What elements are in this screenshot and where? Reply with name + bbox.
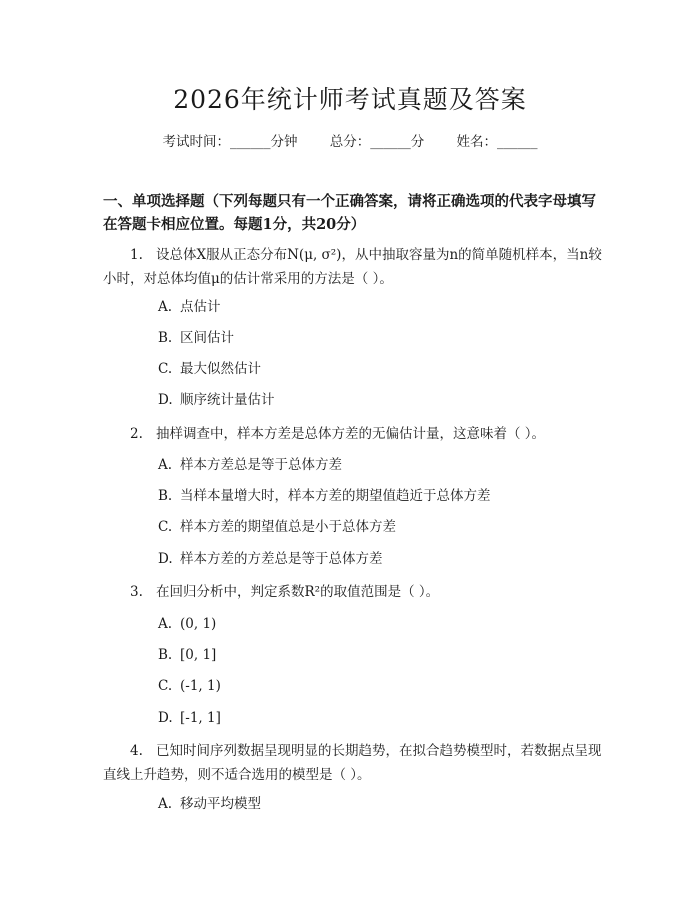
page-title: 2026年统计师考试真题及答案 xyxy=(173,85,527,114)
option-letter: A. xyxy=(158,616,173,632)
time-label: 考试时间： xyxy=(162,134,230,150)
question-2-option-c xyxy=(158,517,396,537)
total-score-field xyxy=(330,134,429,150)
score-blank: ______ xyxy=(370,134,411,150)
option-text: 移动平均模型 xyxy=(180,796,261,812)
option-text: 区间估计 xyxy=(180,330,234,346)
question-2-option-b xyxy=(158,486,491,506)
option-text: (-1, 1) xyxy=(180,678,221,694)
score-label: 总分： xyxy=(329,134,371,150)
question-number: 3. xyxy=(130,584,143,600)
question-1 xyxy=(103,243,603,291)
section-heading: 一、单项选择题（下列每题只有一个正确答案，请将正确选项的代表字母填写在答题卡相应位置。每题1分，共20分） xyxy=(103,193,596,233)
question-1-option-a xyxy=(158,297,221,317)
option-text: 样本方差总是等于总体方差 xyxy=(180,457,342,473)
option-letter: A. xyxy=(158,796,173,812)
question-1-option-c xyxy=(158,359,261,379)
option-letter: C. xyxy=(158,678,173,694)
time-unit: 分钟 xyxy=(270,134,298,150)
question-1-option-d xyxy=(158,390,275,410)
question-number: 1. xyxy=(130,247,143,263)
question-2-option-d xyxy=(158,549,383,569)
time-blank: ______ xyxy=(229,134,271,150)
question-3 xyxy=(103,580,603,604)
exam-time-field xyxy=(162,134,301,150)
question-3-option-b xyxy=(158,645,216,665)
question-4 xyxy=(103,739,603,787)
question-text: 在回归分析中，判定系数R²的取值范围是（ ）。 xyxy=(156,584,440,600)
question-3-option-c xyxy=(158,676,221,696)
question-text: 已知时间序列数据呈现明显的长期趋势，在拟合趋势模型时，若数据点呈现直线上升趋势，则不适合选用的模型是（ ）。 xyxy=(103,743,602,783)
option-letter: C. xyxy=(158,361,173,377)
option-letter: B. xyxy=(158,330,173,346)
score-unit: 分 xyxy=(410,134,425,150)
question-1-option-b xyxy=(158,328,234,348)
name-label: 姓名： xyxy=(456,134,498,150)
question-2-option-a xyxy=(158,455,342,475)
option-letter: A. xyxy=(158,299,173,315)
question-3-option-d xyxy=(158,708,221,728)
option-text: [0, 1] xyxy=(180,647,217,663)
option-text: [-1, 1] xyxy=(180,710,221,726)
option-letter: C. xyxy=(158,519,173,535)
option-letter: B. xyxy=(158,647,173,663)
question-number: 2. xyxy=(130,426,143,442)
option-text: 当样本量增大时，样本方差的期望值趋近于总体方差 xyxy=(180,488,491,504)
exam-info-line xyxy=(0,130,700,150)
question-text: 抽样调查中，样本方差是总体方差的无偏估计量，这意味着（ ）。 xyxy=(156,426,546,442)
option-letter: A. xyxy=(158,457,173,473)
option-text: 最大似然估计 xyxy=(180,361,261,377)
question-text: 设总体X服从正态分布N(μ, σ²)，从中抽取容量为n的简单随机样本，当n较小时，对总体均值μ的估计常采用的方法是（ ）。 xyxy=(103,247,602,287)
option-letter: B. xyxy=(158,488,173,504)
option-letter: D. xyxy=(158,551,173,567)
option-text: (0, 1) xyxy=(180,616,217,632)
option-text: 点估计 xyxy=(180,299,221,315)
name-blank: ______ xyxy=(497,134,538,150)
option-letter: D. xyxy=(158,710,173,726)
option-letter: D. xyxy=(158,392,173,408)
name-field xyxy=(457,134,538,150)
question-4-option-a xyxy=(158,794,261,814)
option-text: 样本方差的方差总是等于总体方差 xyxy=(180,551,383,567)
option-text: 样本方差的期望值总是小于总体方差 xyxy=(180,519,396,535)
question-3-option-a xyxy=(158,614,216,634)
option-text: 顺序统计量估计 xyxy=(180,392,275,408)
question-2 xyxy=(103,422,603,446)
question-number: 4. xyxy=(130,743,143,759)
